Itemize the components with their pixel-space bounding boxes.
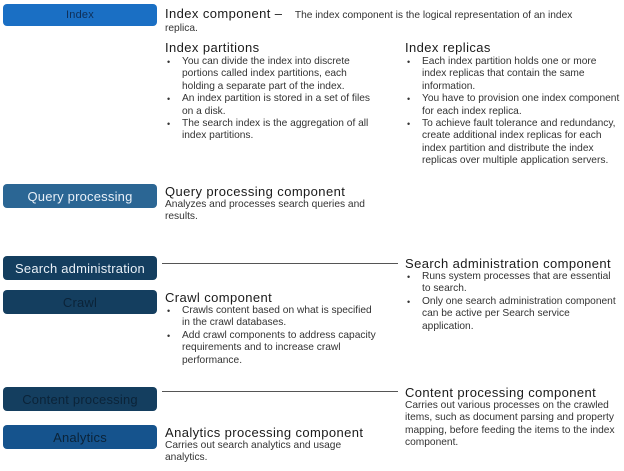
content-processing-component <box>405 385 623 450</box>
index-replicas <box>405 40 620 168</box>
analytics-button[interactable]: Analytics <box>3 425 157 449</box>
content-component-desc: Carries out various processes on the crawled items, such as document parsing and property mapping, before feeding the items to the index component. <box>405 400 615 449</box>
crawl-component-title: Crawl component <box>165 290 273 305</box>
index-button[interactable]: Index <box>3 4 157 26</box>
list-item: • Crawls content based on what is specified in the crawl databases. <box>165 305 380 330</box>
crawl-button[interactable]: Crawl <box>3 290 157 314</box>
index-partitions-title: Index partitions <box>165 40 260 55</box>
list-item: • Only one search administration component can be active per Search service application. <box>405 296 620 333</box>
index-component <box>165 5 620 35</box>
list-item: • You have to provision one index component for each index replica. <box>405 93 620 118</box>
analytics-processing-component <box>165 425 380 465</box>
list-item: • Runs system processes that are essential to search. <box>405 271 620 296</box>
list-item: • You can divide the index into discrete portions called index partitions, each holding a separate part of the index. <box>165 56 380 93</box>
admin-component-title: Search administration component <box>405 256 612 271</box>
search-administration-button[interactable]: Search administration <box>3 256 157 280</box>
analytics-component-desc: Carries out search analytics and usage analytics. <box>165 440 342 464</box>
search-administration-component <box>405 256 620 333</box>
list-item: • To achieve fault tolerance and redundancy, create additional index replicas for each index partition and distribute the index replicas over multiple application servers. <box>405 118 620 168</box>
list-item: • An index partition is stored in a set of files on a disk. <box>165 93 380 118</box>
index-partitions <box>165 40 380 143</box>
crawl-component <box>165 290 380 367</box>
index-component-desc: The index component is the logical representation of an index <box>294 10 573 21</box>
content-component-title: Content processing component <box>405 385 597 400</box>
content-connector-line <box>162 391 398 392</box>
query-processing-component <box>165 184 385 224</box>
query-component-title: Query processing component <box>165 184 346 199</box>
query-processing-button[interactable]: Query processing <box>3 184 157 208</box>
index-component-title: Index component – <box>165 6 283 21</box>
list-item: • Add crawl components to address capacity requirements and to increase crawl performance. <box>165 330 380 367</box>
index-replicas-title: Index replicas <box>405 40 491 55</box>
index-component-desc-cont: replica. <box>165 23 198 34</box>
list-item: • The search index is the aggregation of all index partitions. <box>165 118 380 143</box>
admin-connector-line <box>162 263 398 264</box>
analytics-component-title: Analytics processing component <box>165 425 364 440</box>
content-processing-button[interactable]: Content processing <box>3 387 157 411</box>
list-item: • Each index partition holds one or more index replicas that contain the same information. <box>405 56 620 93</box>
query-component-desc: Analyzes and processes search queries and results. <box>165 199 365 223</box>
